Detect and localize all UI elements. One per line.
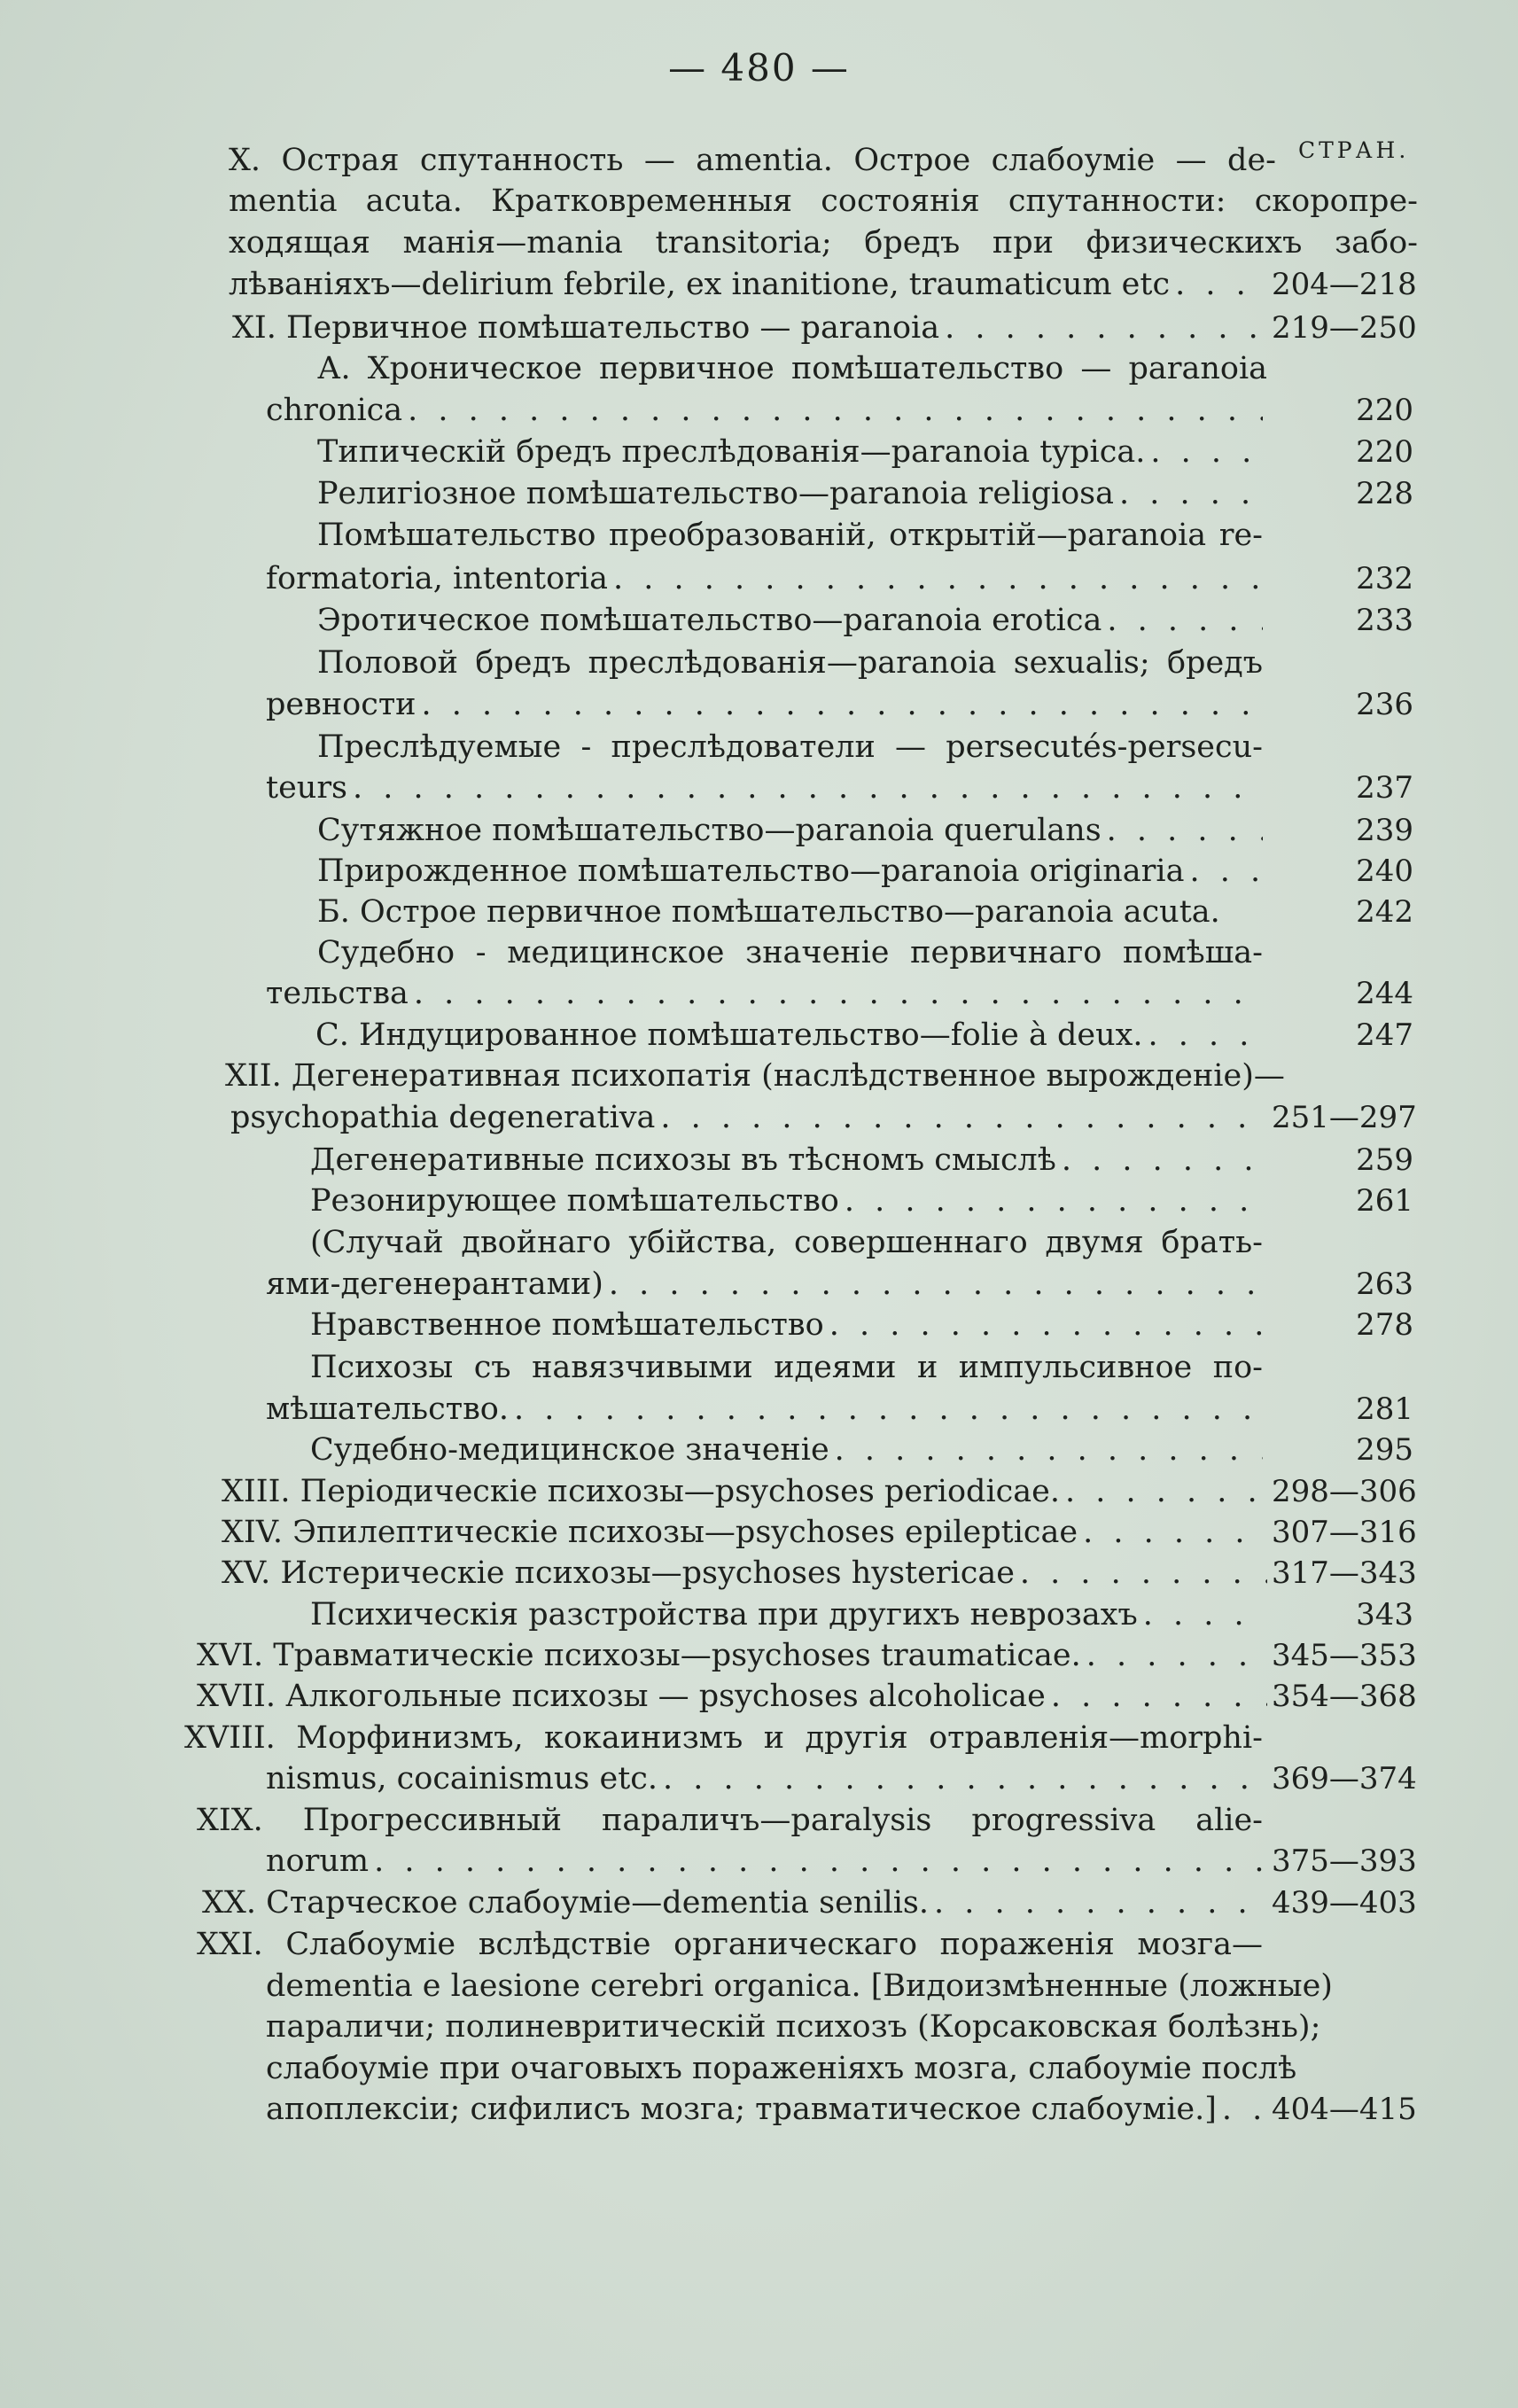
toc-page-ref: 204—218 xyxy=(1272,267,1417,302)
page-number: — 480 — xyxy=(668,46,850,90)
dot-leader xyxy=(835,1430,1263,1470)
toc-line xyxy=(184,1718,1263,1758)
toc-line xyxy=(266,973,1263,1014)
dot-leader xyxy=(1150,432,1263,472)
toc-entry-text: Судебно-медицинское значеніе xyxy=(310,1432,829,1468)
toc-entry-text: апоплексіи; сифилисъ мозга; травматическое слабоуміе.] xyxy=(266,2092,1217,2127)
toc-line xyxy=(317,932,1263,973)
toc-entry-text: mentia acuta. Кратковременныя состоянія спутанности: скоропре- xyxy=(229,183,1418,219)
toc-page-ref: 220 xyxy=(1356,434,1413,470)
dot-leader xyxy=(422,684,1263,725)
toc-line xyxy=(266,684,1263,725)
toc-page-ref: 228 xyxy=(1356,476,1413,511)
toc-entry-text: Типическій бредъ преслѣдованія—paranoia typica. xyxy=(317,434,1146,470)
dot-leader xyxy=(1065,1471,1267,1512)
toc-line xyxy=(317,851,1263,892)
dot-leader xyxy=(1148,1015,1263,1056)
toc-entry-text: Религіозное помѣшательство—paranoia religiosa xyxy=(317,476,1114,511)
toc-line xyxy=(310,1140,1263,1181)
toc-line xyxy=(310,1181,1263,1221)
toc-line xyxy=(317,892,1263,932)
toc-line xyxy=(310,1430,1263,1470)
dot-leader xyxy=(1175,264,1267,305)
toc-line xyxy=(266,1264,1263,1305)
dot-leader xyxy=(829,1305,1263,1345)
toc-line xyxy=(317,473,1263,514)
toc-entry-text: Половой бредъ преслѣдованія—paranoia sexualis; бредъ xyxy=(317,645,1263,681)
toc-entry-text: Сутяжное помѣшательство—paranoia querulans xyxy=(317,813,1102,848)
toc-entry-text: Б. Острое первичное помѣшательство—paranoia acuta. xyxy=(317,894,1220,930)
toc-entry-text: X. Острая спутанность — amentia. Острое слабоуміе — de- xyxy=(229,143,1276,178)
toc-entry-text: Прирожденное помѣшательство—paranoia originaria xyxy=(317,853,1185,889)
toc-entry-text: XIX. Прогрессивный параличъ—paralysis progressiva alie- xyxy=(197,1803,1263,1838)
toc-entry-text: nismus, cocainismus etc. xyxy=(266,1761,658,1796)
dot-leader xyxy=(1020,1553,1267,1594)
toc-entry-text: XVII. Алкогольные психозы — psychoses alcoholicae xyxy=(197,1679,1046,1714)
dot-leader xyxy=(1107,810,1263,851)
toc-entry-text: (Случай двойнаго убійства, совершеннаго двумя брать- xyxy=(310,1225,1263,1260)
toc-line xyxy=(197,1800,1263,1841)
toc-entry-text: XVI. Травматическіе психозы—psychoses traumaticae. xyxy=(197,1638,1081,1673)
toc-entry-text: XIII. Періодическіе психозы—psychoses periodicae. xyxy=(222,1474,1060,1509)
toc-entry-text: teurs xyxy=(266,770,348,806)
toc-line xyxy=(266,1389,1263,1430)
dot-leader xyxy=(1143,1594,1263,1635)
toc-entry-text: мѣшательство. xyxy=(266,1391,509,1427)
toc-line xyxy=(222,1553,1267,1594)
toc-entry-text: Судебно - медицинское значеніе первичнаго помѣша- xyxy=(317,935,1263,970)
dot-leader xyxy=(660,1097,1263,1138)
toc-line xyxy=(229,264,1267,305)
toc-page-ref: 247 xyxy=(1356,1017,1413,1053)
toc-page-ref: 295 xyxy=(1356,1432,1413,1468)
toc-page-ref: 233 xyxy=(1356,603,1413,638)
toc-entry-text: Дегенеративные психозы въ тѣсномъ смыслѣ xyxy=(310,1142,1056,1178)
toc-entry-text: Резонирующее помѣшательство xyxy=(310,1183,839,1219)
toc-line xyxy=(266,2007,1321,2047)
dot-leader xyxy=(1062,1140,1263,1181)
toc-line xyxy=(310,1594,1263,1635)
toc-entry-text: XV. Истерическіе психозы—psychoses hystericae xyxy=(222,1555,1015,1591)
toc-entry-text: С. Индуцированное помѣшательство—folie à deux. xyxy=(315,1017,1143,1053)
toc-page-ref: 281 xyxy=(1356,1391,1413,1427)
toc-line xyxy=(266,1841,1267,1882)
toc-entry-text: ходящая манія—mania transitoria; бредъ при физическихъ забо- xyxy=(229,225,1418,261)
dot-leader xyxy=(353,768,1263,808)
toc-page-ref: 259 xyxy=(1356,1142,1413,1178)
toc-entry-text: тельства xyxy=(266,976,409,1011)
toc-line xyxy=(229,140,1276,181)
toc-entry-text: Помѣшательство преобразованій, открытій—paranoia re- xyxy=(317,518,1263,553)
toc-entry-text: psychopathia degenerativa xyxy=(230,1100,656,1135)
toc-page-ref: 369—374 xyxy=(1272,1761,1417,1796)
dot-leader xyxy=(1107,600,1263,641)
toc-entry-text: norum xyxy=(266,1843,370,1879)
toc-line xyxy=(266,1966,1333,2007)
toc-page-ref: 240 xyxy=(1356,853,1413,889)
toc-line xyxy=(225,1056,1285,1096)
dot-leader xyxy=(1222,2089,1267,2130)
toc-line xyxy=(197,1924,1263,1965)
toc-line xyxy=(232,308,1267,348)
toc-line xyxy=(310,1222,1263,1263)
toc-entry-text: XI. Первичное помѣшательство — paranoia xyxy=(232,310,940,346)
toc-line xyxy=(266,390,1263,431)
toc-page-ref: 343 xyxy=(1356,1597,1413,1633)
toc-page-ref: 375—393 xyxy=(1272,1843,1417,1879)
toc-line xyxy=(222,1512,1267,1553)
toc-line xyxy=(317,348,1267,389)
toc-page-ref: 261 xyxy=(1356,1183,1413,1219)
dot-leader xyxy=(1083,1512,1267,1553)
toc-page-ref: 242 xyxy=(1356,894,1413,930)
toc-line xyxy=(317,600,1263,641)
toc-line xyxy=(310,1347,1263,1388)
dot-leader xyxy=(1086,1635,1267,1676)
dot-leader xyxy=(408,390,1263,431)
toc-page-ref: 317—343 xyxy=(1272,1555,1417,1591)
toc-page-ref: 236 xyxy=(1356,687,1413,722)
toc-entry-text: Преслѣдуемые - преслѣдователи — persecutés-persecu- xyxy=(317,729,1263,765)
toc-entry-text: А. Хроническое первичное помѣшательство — paranoia xyxy=(317,351,1267,386)
toc-entry-text: ревности xyxy=(266,687,416,722)
toc-line xyxy=(229,222,1418,263)
dot-leader xyxy=(609,1264,1263,1305)
page-column-header: СТРАН. xyxy=(1298,137,1410,163)
dot-leader xyxy=(945,308,1267,348)
toc-entry-text: параличи; полиневритическій психозъ (Корсаковская болѣзнь); xyxy=(266,2009,1321,2045)
toc-page-ref: 239 xyxy=(1356,813,1413,848)
dot-leader xyxy=(1119,473,1263,514)
toc-line xyxy=(317,810,1263,851)
toc-entry-text: formatoria, intentoria xyxy=(266,561,608,596)
toc-line xyxy=(197,1676,1267,1717)
toc-entry-text: Эротическое помѣшательство—paranoia erotica xyxy=(317,603,1102,638)
toc-line xyxy=(266,768,1263,808)
toc-line xyxy=(266,2048,1297,2089)
toc-entry-text: Психозы съ навязчивыми идеями и импульсивное по- xyxy=(310,1350,1263,1385)
toc-entry-text: Нравственное помѣшательство xyxy=(310,1307,824,1343)
dot-leader xyxy=(414,973,1263,1014)
dot-leader xyxy=(934,1882,1267,1923)
toc-entry-text: chronica xyxy=(266,393,403,428)
toc-page-ref: 251—297 xyxy=(1272,1100,1417,1135)
toc-page-ref: 354—368 xyxy=(1272,1679,1417,1714)
toc-page-ref: 219—250 xyxy=(1272,310,1417,346)
toc-entry-text: XX. Старческое слабоуміе—dementia senilis. xyxy=(202,1885,930,1921)
toc-line xyxy=(222,1471,1267,1512)
toc-page-ref: 404—415 xyxy=(1272,2092,1417,2127)
toc-line xyxy=(310,1305,1263,1345)
toc-entry-text: dementia e laesione cerebri organica. [Видоизмѣненные (ложные) xyxy=(266,1968,1333,2004)
toc-page-ref: 232 xyxy=(1356,561,1413,596)
toc-entry-text: XIV. Эпилептическіе психозы—psychoses epilepticae xyxy=(222,1515,1078,1550)
toc-line xyxy=(229,181,1418,222)
dot-leader xyxy=(845,1181,1263,1221)
toc-page-ref: 298—306 xyxy=(1272,1474,1417,1509)
toc-entry-text: XXI. Слабоуміе вслѣдствіе органическаго пораженія мозга— xyxy=(197,1927,1263,1962)
toc-page-ref: 220 xyxy=(1356,393,1413,428)
toc-line xyxy=(317,643,1263,683)
toc-page-ref: 237 xyxy=(1356,770,1413,806)
toc-line xyxy=(317,727,1263,768)
toc-line xyxy=(317,515,1263,556)
dot-leader xyxy=(613,558,1263,599)
toc-entry-text: ями-дегенерантами) xyxy=(266,1266,603,1302)
toc-page-ref: 439—403 xyxy=(1272,1885,1417,1921)
toc-line xyxy=(315,1015,1263,1056)
toc-line xyxy=(202,1882,1267,1923)
toc-entry-text: Психическія разстройства при другихъ неврозахъ xyxy=(310,1597,1138,1633)
toc-line xyxy=(266,1758,1267,1799)
toc-page-ref: 263 xyxy=(1356,1266,1413,1302)
dot-leader xyxy=(514,1389,1263,1430)
toc-page-ref: 244 xyxy=(1356,976,1413,1011)
toc-line xyxy=(230,1097,1263,1138)
toc-page-ref: 278 xyxy=(1356,1307,1413,1343)
dot-leader xyxy=(1051,1676,1267,1717)
toc-line xyxy=(266,558,1263,599)
toc-line xyxy=(317,432,1263,472)
dot-leader xyxy=(663,1758,1267,1799)
toc-line xyxy=(197,1635,1267,1676)
toc-line xyxy=(266,2089,1267,2130)
toc-entry-text: XII. Дегенеративная психопатія (наслѣдственное вырожденіе)— xyxy=(225,1058,1285,1094)
toc-page-ref: 307—316 xyxy=(1272,1515,1417,1550)
dot-leader xyxy=(1189,851,1263,892)
toc-entry-text: XVIII. Морфинизмъ, кокаинизмъ и другія отравленія—morphi- xyxy=(184,1720,1263,1756)
toc-entry-text: лѣваніяхъ—delirium febrile, ex inanitione, traumaticum etc xyxy=(229,267,1171,302)
dot-leader xyxy=(374,1841,1267,1882)
toc-entry-text: слабоуміе при очаговыхъ пораженіяхъ мозга, слабоуміе послѣ xyxy=(266,2051,1297,2086)
toc-page-ref: 345—353 xyxy=(1272,1638,1417,1673)
